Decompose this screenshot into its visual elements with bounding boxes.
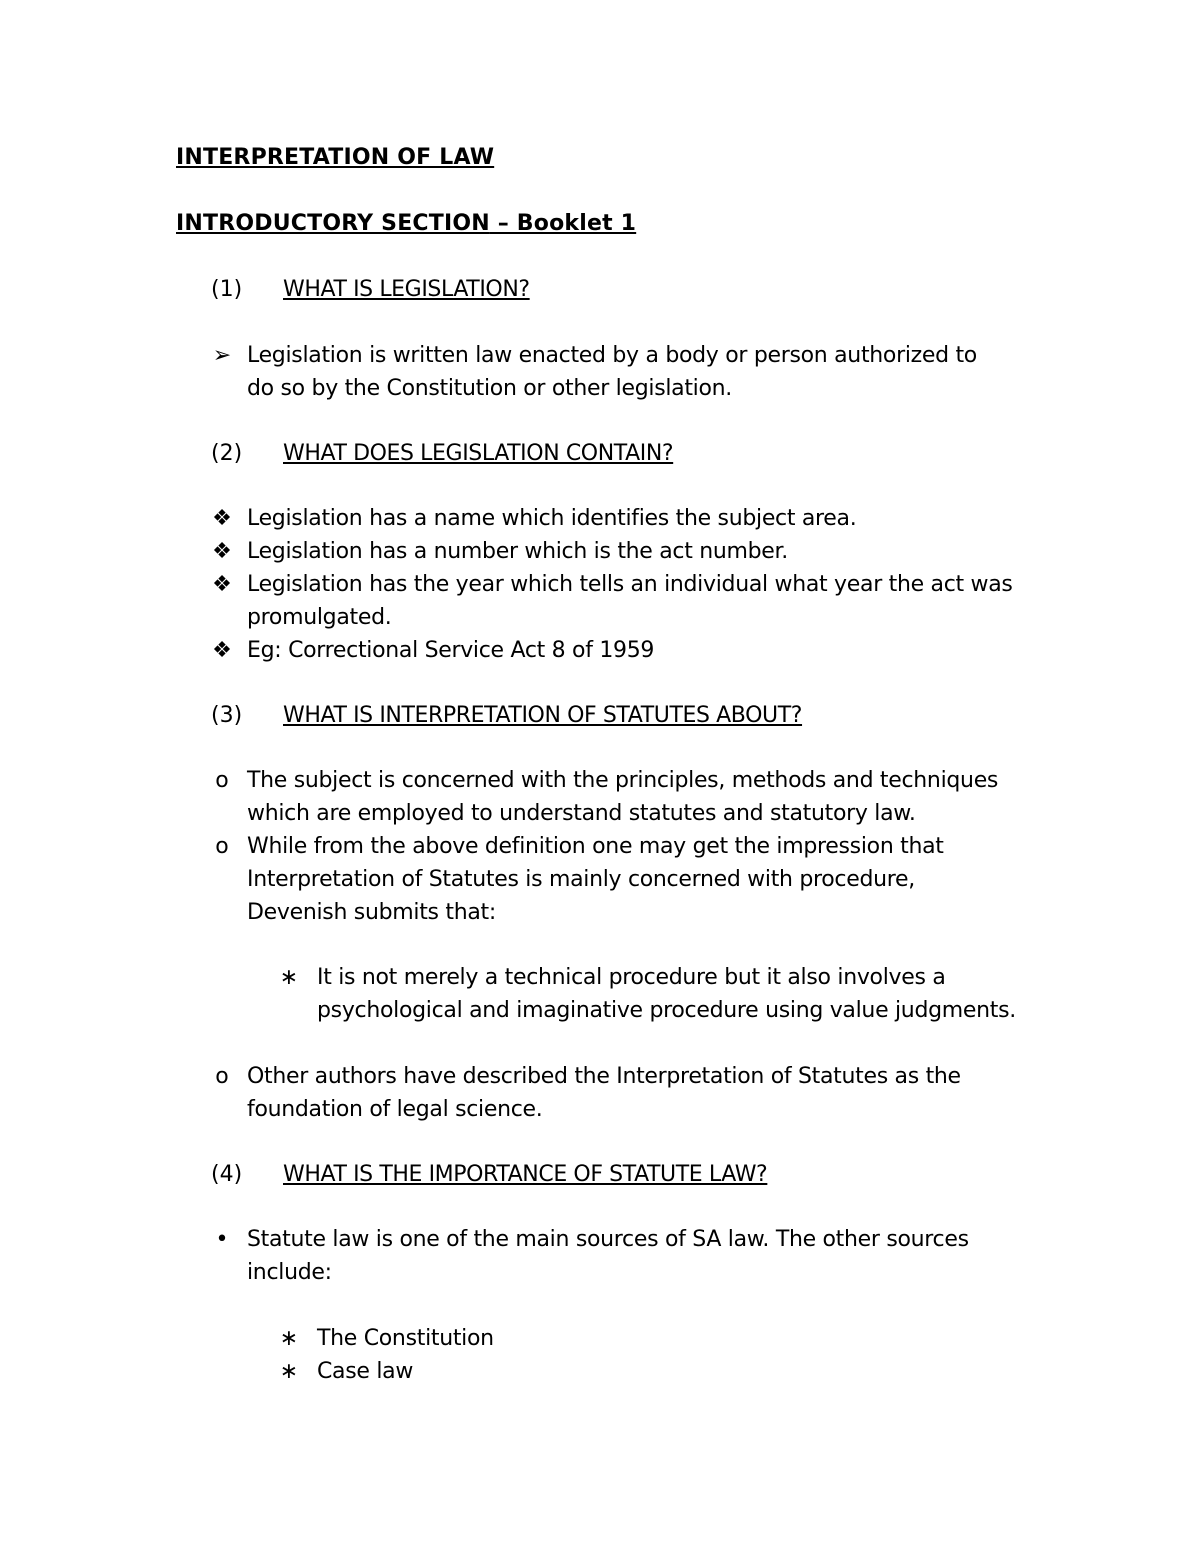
circle-bullet-icon: o: [215, 768, 229, 793]
asterisk-bullet-icon: ∗: [279, 1359, 299, 1384]
list-item-text: include:: [247, 1260, 332, 1285]
subtitle-suffix: – Booklet 1: [489, 211, 637, 236]
diamond-bullet-icon: ❖: [212, 572, 232, 597]
asterisk-bullet-icon: ∗: [279, 965, 299, 990]
list-item-text: Interpretation of Statutes is mainly concerned with procedure,: [247, 867, 915, 892]
section-number: (4): [211, 1162, 243, 1187]
list-item-text: do so by the Constitution or other legislation.: [247, 376, 732, 401]
list-item-text: psychological and imaginative procedure using value judgments.: [317, 998, 1016, 1023]
diamond-bullet-icon: ❖: [212, 506, 232, 531]
list-item-text: Case law: [317, 1359, 414, 1384]
list-item-text: The subject is concerned with the principles, methods and techniques: [247, 768, 999, 793]
section-number: (1): [211, 277, 243, 302]
circle-bullet-icon: o: [215, 834, 229, 859]
document-subtitle: [176, 207, 636, 240]
list-item-text: Legislation has a number which is the act number.: [247, 539, 788, 564]
section-title: WHAT IS INTERPRETATION OF STATUTES ABOUT?: [283, 703, 803, 728]
list-item-text: While from the above definition one may get the impression that: [247, 834, 944, 859]
list-item-text: Legislation is written law enacted by a body or person authorized to: [247, 343, 977, 368]
circle-bullet-icon: o: [215, 1064, 229, 1089]
document-title: INTERPRETATION OF LAW: [176, 145, 495, 170]
list-item-text: It is not merely a technical procedure but it also involves a: [317, 965, 946, 990]
section-number: (3): [211, 703, 243, 728]
list-item-text: Legislation has the year which tells an individual what year the act was: [247, 572, 1013, 597]
list-item-text: Statute law is one of the main sources of SA law. The other sources: [247, 1227, 969, 1252]
section-title: WHAT DOES LEGISLATION CONTAIN?: [283, 441, 674, 466]
section-title: WHAT IS LEGISLATION?: [283, 277, 530, 302]
list-item-text: The Constitution: [317, 1326, 494, 1351]
section-number: (2): [211, 441, 243, 466]
list-item-text: Other authors have described the Interpretation of Statutes as the: [247, 1064, 961, 1089]
asterisk-bullet-icon: ∗: [279, 1326, 299, 1351]
dot-bullet-icon: •: [215, 1227, 229, 1252]
list-item-text: Legislation has a name which identifies the subject area.: [247, 506, 857, 531]
section-title: WHAT IS THE IMPORTANCE OF STATUTE LAW?: [283, 1162, 768, 1187]
list-item-text: promulgated.: [247, 605, 392, 630]
list-item-text: foundation of legal science.: [247, 1097, 543, 1122]
list-item-text: Eg: Correctional Service Act 8 of 1959: [247, 638, 655, 663]
list-item-text: which are employed to understand statutes and statutory law.: [247, 801, 916, 826]
list-item-text: Devenish submits that:: [247, 900, 496, 925]
diamond-bullet-icon: ❖: [212, 638, 232, 663]
arrow-bullet-icon: ➢: [212, 343, 232, 368]
diamond-bullet-icon: ❖: [212, 539, 232, 564]
subtitle-main: INTRODUCTORY SECTION: [176, 211, 490, 236]
